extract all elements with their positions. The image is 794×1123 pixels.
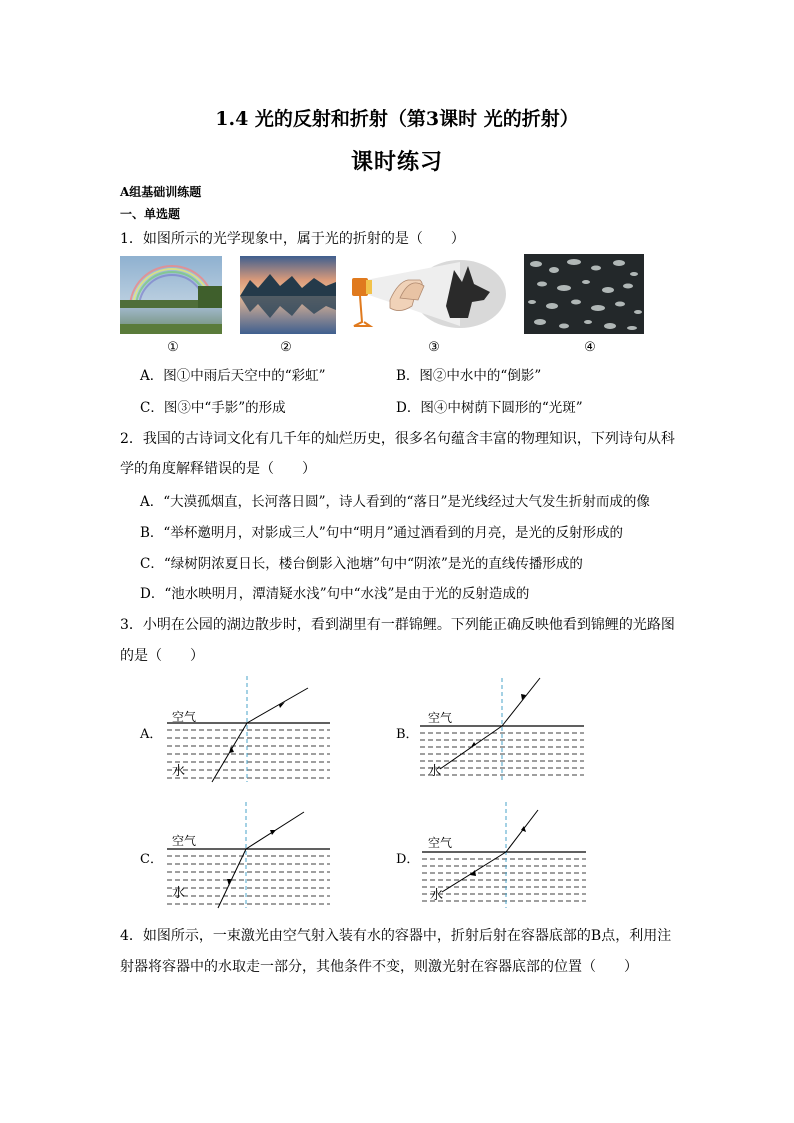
tree-shade-spots-photo — [524, 254, 644, 334]
rainbow-photo — [120, 256, 222, 334]
q3-label-c[interactable]: C． — [140, 852, 163, 867]
q3-label-d[interactable]: D． — [396, 852, 420, 867]
q3-c-water-label: 水 — [172, 886, 186, 901]
q2-stem-line2: 学的角度解释错误的是（ ） — [120, 461, 316, 477]
q1-caption-2: ② — [280, 340, 292, 355]
page-subtitle: 课时练习 — [350, 149, 443, 175]
q3-label-b[interactable]: B． — [396, 727, 419, 742]
q2-stem-line1: 2．我国的古诗词文化有几千年的灿烂历史，很多名句蕴含丰富的物理知识，下列诗句从科 — [120, 431, 675, 447]
q3-stem-line2: 的是（ ） — [120, 648, 204, 664]
q1-option-b[interactable]: B．图②中水中的“倒影” — [396, 368, 542, 384]
q4-stem-line1: 4．如图所示，一束激光由空气射入装有水的容器中，折射后射在容器底部的B点，利用注 — [120, 928, 672, 944]
q1-option-c[interactable]: C．图③中“手影”的形成 — [140, 400, 286, 416]
q3-stem-line1: 3．小明在公园的湖边散步时，看到湖里有一群锦鲤。下列能正确反映他看到锦鲤的光路图 — [120, 617, 675, 633]
q1-caption-3: ③ — [428, 340, 440, 355]
q3-diagram-b — [418, 674, 588, 786]
q4-stem-line2: 射器将容器中的水取走一部分，其他条件不变，则激光射在容器底部的位置（ ） — [120, 959, 638, 975]
q3-d-water-label: 水 — [430, 888, 444, 903]
q2-option-d[interactable]: D．“池水映明月，潭清疑水浅”句中“水浅”是由于光的反射造成的 — [140, 586, 530, 602]
section-heading: 一、单选题 — [120, 207, 181, 221]
q1-stem: 1．如图所示的光学现象中，属于光的折射的是（ ） — [120, 231, 465, 247]
q1-caption-1: ① — [167, 340, 179, 355]
q3-a-water-label: 水 — [172, 764, 186, 779]
group-heading: A组基础训练题 — [120, 185, 202, 199]
q2-option-a[interactable]: A．“大漠孤烟直，长河落日圆”，诗人看到的“落日”是光线经过大气发生折射而成的像 — [140, 494, 650, 510]
q3-diagram-d — [418, 800, 588, 912]
page-title: 1.4 光的反射和折射（第3课时 光的折射） — [215, 108, 579, 130]
q3-b-air-label: 空气 — [428, 711, 453, 725]
q2-option-b[interactable]: B．“举杯邀明月，对影成三人”句中“明月”通过酒看到的月亮，是光的反射形成的 — [140, 525, 624, 541]
q3-a-air-label: 空气 — [172, 710, 197, 724]
hand-shadow-photo — [350, 256, 506, 334]
q1-option-a[interactable]: A．图①中雨后天空中的“彩虹” — [140, 368, 326, 384]
q3-b-water-label: 水 — [428, 764, 442, 779]
q3-d-air-label: 空气 — [428, 836, 453, 850]
q2-option-c[interactable]: C．“绿树阴浓夏日长，楼台倒影入池塘”句中“阴浓”是光的直线传播形成的 — [140, 556, 583, 572]
mountain-reflection-photo — [240, 256, 336, 334]
q3-diagram-c — [162, 800, 332, 912]
q3-c-air-label: 空气 — [172, 834, 197, 848]
q1-option-d[interactable]: D．图④中树荫下圆形的“光斑” — [396, 400, 583, 416]
q3-label-a[interactable]: A． — [140, 727, 163, 742]
q3-diagram-a — [162, 674, 332, 786]
q1-caption-4: ④ — [584, 340, 596, 355]
